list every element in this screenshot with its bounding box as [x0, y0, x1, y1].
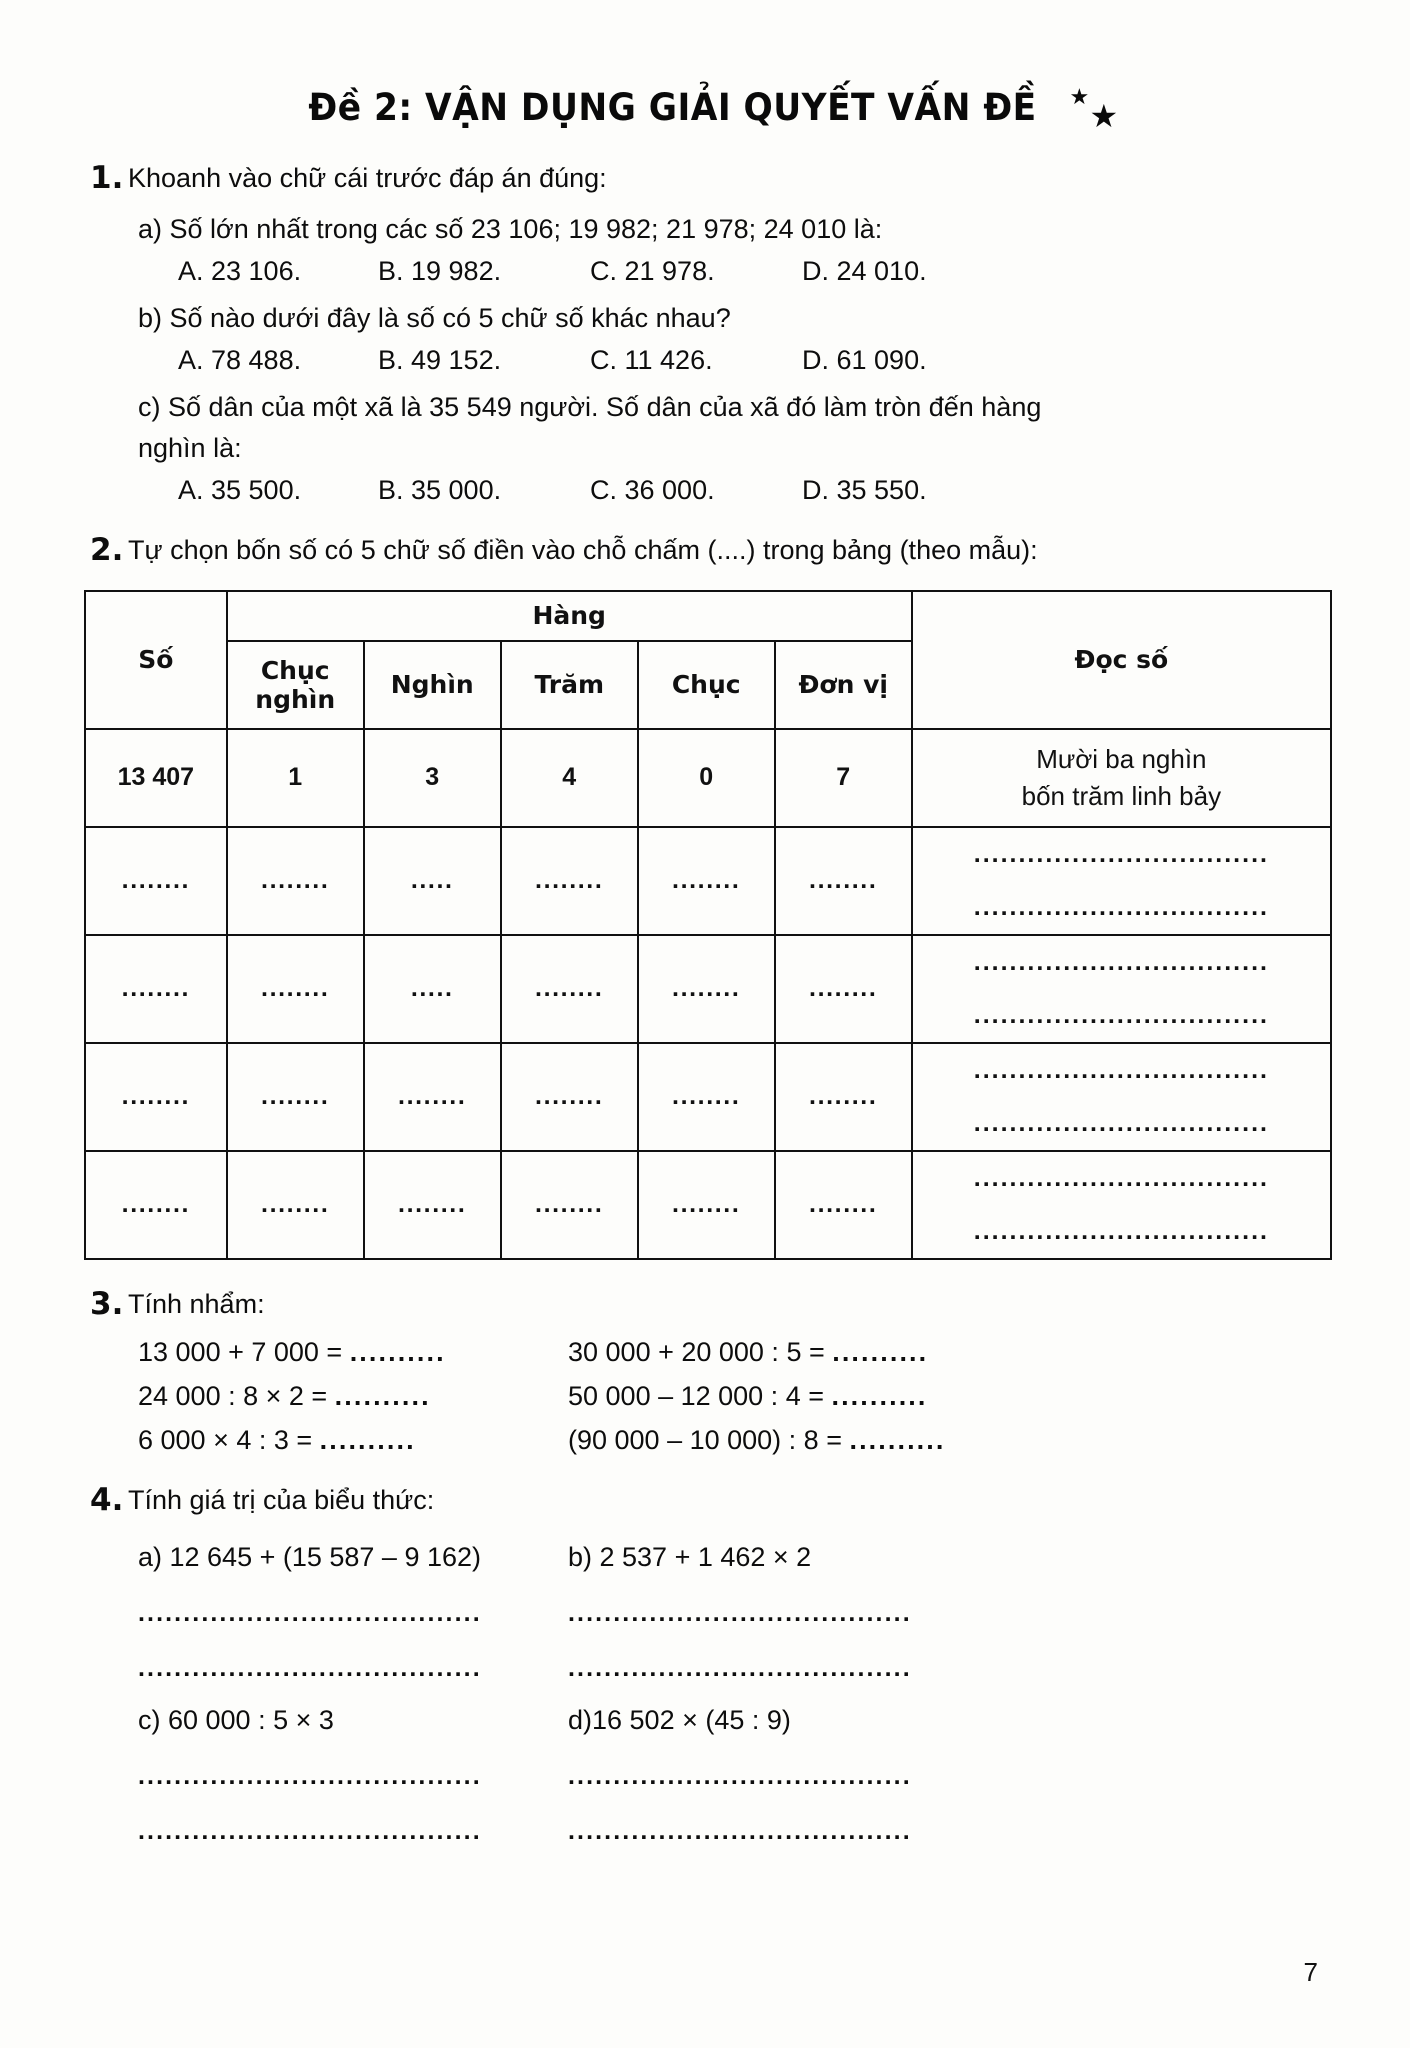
- question-1b-label: b) Số nào dưới đây là số có 5 chữ số khác nhau?: [138, 302, 731, 333]
- star-big-icon: ★: [1089, 97, 1119, 134]
- cell-nghin-blank[interactable]: .....: [364, 827, 501, 935]
- cell-chuc-blank[interactable]: ........: [638, 935, 775, 1043]
- answer-blank[interactable]: ..........: [349, 1337, 446, 1368]
- answer-blank[interactable]: ..........: [319, 1425, 416, 1456]
- cell-doc-so-blank[interactable]: [912, 1151, 1331, 1259]
- answer-blank-line[interactable]: ......................................: [138, 1656, 482, 1682]
- cell-don-vi-blank[interactable]: ........: [775, 1043, 912, 1151]
- answer-blank[interactable]: ..........: [832, 1337, 929, 1368]
- cell-chuc-nghin-blank[interactable]: ........: [227, 827, 364, 935]
- option-c[interactable]: C. 21 978.: [590, 255, 715, 286]
- read-dots-line-1: .................................: [973, 840, 1269, 869]
- table-row[interactable]: [85, 1151, 1331, 1259]
- answer-line-row: [138, 1819, 1322, 1844]
- cell-so: 13 407: [85, 729, 227, 827]
- read-dots-line-2: .................................: [973, 1108, 1269, 1137]
- read-dots-line-1: .................................: [973, 1164, 1269, 1193]
- place-value-table: [84, 590, 1332, 1260]
- cell-chuc-blank[interactable]: ........: [638, 1151, 775, 1259]
- th-tram: Trăm: [501, 641, 638, 729]
- th-doc-so: Đọc số: [912, 591, 1331, 729]
- calc-right[interactable]: [568, 1427, 945, 1454]
- cell-chuc-nghin-blank[interactable]: ........: [227, 1043, 364, 1151]
- cell-don-vi-blank[interactable]: ........: [775, 827, 912, 935]
- cell-tram-blank[interactable]: ........: [501, 935, 638, 1043]
- question-4-rows: [90, 1544, 1322, 1844]
- table-row[interactable]: [85, 1043, 1331, 1151]
- calc-expression: 6 000 × 4 : 3 =: [138, 1425, 320, 1456]
- cell-nghin-blank[interactable]: ........: [364, 1151, 501, 1259]
- table-row[interactable]: [85, 935, 1331, 1043]
- option-c[interactable]: C. 36 000.: [590, 474, 715, 505]
- read-dots-line-2: .................................: [973, 892, 1269, 921]
- answer-blank-line[interactable]: ......................................: [568, 1819, 912, 1845]
- page-content-lower: [0, 1285, 1410, 1845]
- cell-chuc: 0: [638, 729, 775, 827]
- th-hang: Hàng: [227, 591, 912, 641]
- answer-blank-line[interactable]: ......................................: [568, 1656, 912, 1682]
- cell-so-blank[interactable]: ........: [85, 1151, 227, 1259]
- read-dots-line-1: .................................: [973, 948, 1269, 977]
- read-dots-line-2: .................................: [973, 1000, 1269, 1029]
- answer-blank-line[interactable]: ......................................: [568, 1601, 912, 1627]
- option-c[interactable]: C. 11 426.: [590, 344, 713, 375]
- cell-tram-blank[interactable]: ........: [501, 827, 638, 935]
- calc-expression: 30 000 + 20 000 : 5 =: [568, 1337, 833, 1368]
- calc-left[interactable]: [138, 1383, 568, 1410]
- cell-nghin-blank[interactable]: ........: [364, 1043, 501, 1151]
- answer-blank-line[interactable]: ......................................: [568, 1764, 912, 1790]
- cell-tram: 4: [501, 729, 638, 827]
- read-line-1: Mười ba nghìn: [1036, 743, 1207, 774]
- table-header-row-1: [85, 591, 1331, 641]
- place-value-table-wrapper: [0, 590, 1410, 1260]
- question-3-number: 3.: [90, 1285, 124, 1322]
- cell-chuc-nghin: 1: [227, 729, 364, 827]
- calc-left[interactable]: [138, 1339, 568, 1366]
- read-dots-line-1: .................................: [973, 1056, 1269, 1085]
- calc-right[interactable]: [568, 1383, 928, 1410]
- expression-a: a) 12 645 + (15 587 – 9 162): [138, 1542, 482, 1573]
- read-dots-line-2: .................................: [973, 1216, 1269, 1245]
- cell-don-vi: 7: [775, 729, 912, 827]
- option-a[interactable]: A. 78 488.: [178, 344, 302, 375]
- calc-expression: 24 000 : 8 × 2 =: [138, 1381, 335, 1412]
- cell-don-vi-blank[interactable]: ........: [775, 935, 912, 1043]
- question-1a-options: [90, 255, 1322, 286]
- calc-expression: 50 000 – 12 000 : 4 =: [568, 1381, 832, 1412]
- cell-tram-blank[interactable]: ........: [501, 1043, 638, 1151]
- cell-chuc-blank[interactable]: ........: [638, 1043, 775, 1151]
- cell-chuc-blank[interactable]: ........: [638, 827, 775, 935]
- table-row-sample: [85, 729, 1331, 827]
- expression-b: b) 2 537 + 1 462 × 2: [568, 1542, 812, 1573]
- calc-left[interactable]: [138, 1427, 568, 1454]
- question-3-prompt: Tính nhẩm:: [128, 1288, 265, 1319]
- answer-line-row: [138, 1656, 1322, 1681]
- question-1-prompt: Khoanh vào chữ cái trước đáp án đúng:: [128, 162, 607, 193]
- expression-c: c) 60 000 : 5 × 3: [138, 1705, 334, 1736]
- option-b[interactable]: B. 35 000.: [378, 474, 502, 505]
- cell-so-blank[interactable]: ........: [85, 935, 227, 1043]
- th-don-vi: Đơn vị: [775, 641, 912, 729]
- option-b[interactable]: B. 49 152.: [378, 344, 502, 375]
- question-1b-options: [90, 344, 1322, 375]
- option-a[interactable]: A. 35 500.: [178, 474, 302, 505]
- calc-row: [138, 1339, 1322, 1366]
- calc-expression: (90 000 – 10 000) : 8 =: [568, 1425, 850, 1456]
- answer-blank[interactable]: ..........: [334, 1381, 431, 1412]
- cell-so-blank[interactable]: ........: [85, 827, 227, 935]
- th-chuc: Chục: [638, 641, 775, 729]
- page-title-wrapper: [0, 83, 1410, 136]
- cell-don-vi-blank[interactable]: ........: [775, 1151, 912, 1259]
- th-so: Số: [85, 591, 227, 729]
- question-1c-label-cont: nghìn là:: [138, 432, 242, 463]
- cell-doc-so: [912, 729, 1331, 827]
- question-1a-label: a) Số lớn nhất trong các số 23 106; 19 982; 21 978; 24 010 là:: [138, 213, 883, 244]
- page-number: 7: [1303, 1957, 1318, 1987]
- option-d[interactable]: D. 24 010.: [802, 255, 927, 286]
- option-a[interactable]: A. 23 106.: [178, 255, 302, 286]
- calc-expression: 13 000 + 7 000 =: [138, 1337, 350, 1368]
- th-chuc-nghin: Chục nghìn: [227, 641, 364, 729]
- question-1c-options: [90, 474, 1322, 505]
- answer-blank-line[interactable]: ......................................: [138, 1601, 482, 1627]
- table-row[interactable]: [85, 827, 1331, 935]
- question-4: [90, 1484, 1322, 1518]
- answer-line-row: [138, 1764, 1322, 1789]
- cell-tram-blank[interactable]: ........: [501, 1151, 638, 1259]
- question-4-number: 4.: [90, 1482, 124, 1519]
- answer-blank[interactable]: ..........: [831, 1381, 928, 1412]
- cell-doc-so-blank[interactable]: [912, 827, 1331, 935]
- question-2-number: 2.: [90, 531, 124, 568]
- question-3-rows: [90, 1339, 1322, 1454]
- question-2-prompt: Tự chọn bốn số có 5 chữ số điền vào chỗ chấm (....) trong bảng (theo mẫu):: [128, 534, 1038, 565]
- question-1-number: 1.: [90, 159, 124, 196]
- cell-nghin-blank[interactable]: .....: [364, 935, 501, 1043]
- option-b[interactable]: B. 19 982.: [378, 255, 502, 286]
- question-1c-label: c) Số dân của một xã là 35 549 người. Số dân của xã đó làm tròn đến hàng: [138, 391, 1042, 422]
- star-decoration: [1068, 83, 1130, 136]
- calc-right[interactable]: [568, 1339, 928, 1366]
- question-2: [90, 531, 1322, 568]
- expression-row: [138, 1544, 1322, 1571]
- answer-blank-line[interactable]: ......................................: [138, 1764, 482, 1790]
- expression-d: d)16 502 × (45 : 9): [568, 1705, 791, 1736]
- answer-blank[interactable]: ..........: [849, 1425, 946, 1456]
- cell-chuc-nghin-blank[interactable]: ........: [227, 1151, 364, 1259]
- cell-so-blank[interactable]: ........: [85, 1043, 227, 1151]
- page-title: Đề 2: VẬN DỤNG GIẢI QUYẾT VẤN ĐỀ: [307, 86, 1037, 129]
- calc-row: [138, 1383, 1322, 1410]
- star-small-icon: ★: [1069, 83, 1090, 109]
- cell-nghin: 3: [364, 729, 501, 827]
- expression-row: [138, 1707, 1322, 1734]
- cell-doc-so-blank[interactable]: [912, 1043, 1331, 1151]
- th-nghin: Nghìn: [364, 641, 501, 729]
- option-d[interactable]: D. 61 090.: [802, 344, 927, 375]
- answer-blank-line[interactable]: ......................................: [138, 1819, 482, 1845]
- cell-chuc-nghin-blank[interactable]: ........: [227, 935, 364, 1043]
- question-4-prompt: Tính giá trị của biểu thức:: [128, 1485, 435, 1516]
- question-3: [90, 1285, 1322, 1322]
- calc-row: [138, 1427, 1322, 1454]
- answer-line-row: [138, 1601, 1322, 1626]
- option-d[interactable]: D. 35 550.: [802, 474, 927, 505]
- read-line-2: bốn trăm linh bảy: [1021, 780, 1222, 811]
- question-1: [90, 159, 1322, 196]
- page-content: [0, 159, 1410, 568]
- cell-doc-so-blank[interactable]: [912, 935, 1331, 1043]
